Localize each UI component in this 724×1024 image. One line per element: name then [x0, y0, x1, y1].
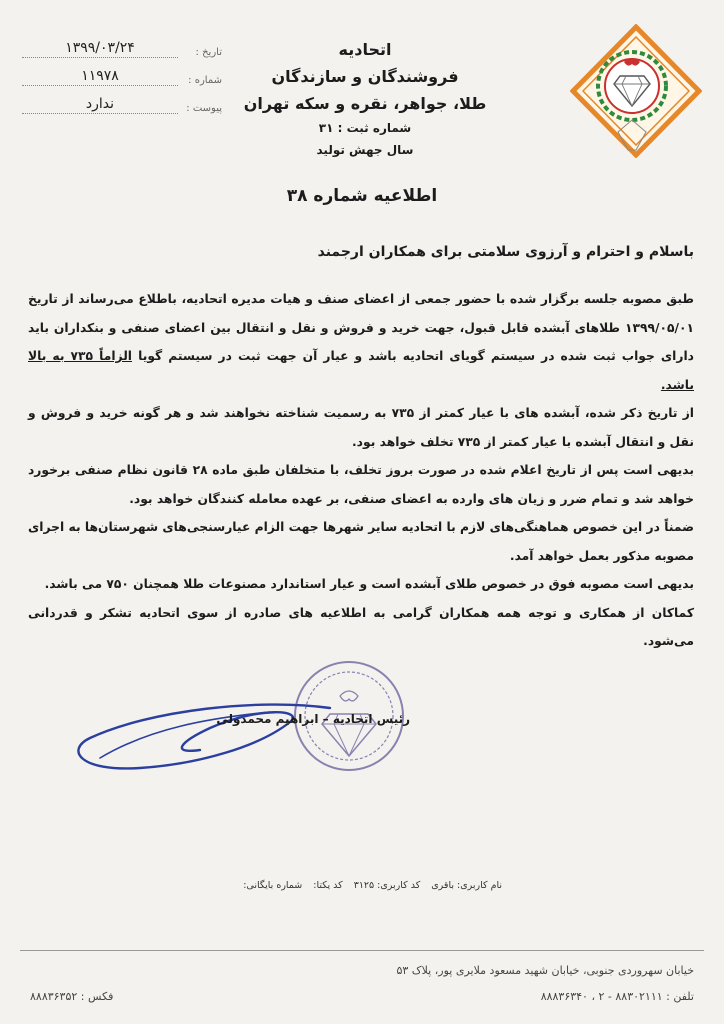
salutation: باسلام و احترام و آرزوی سلامتی برای همکاران ارجمند	[317, 244, 694, 260]
user-code: کد کاربری: ۳۱۲۵	[353, 880, 421, 891]
paragraph-4: ضمناً در این خصوص هماهنگی‌های لازم با اتحادیه سایر شهرها جهت الزام عیارسنجی‌های شهرستان‌ها به اجرای مصوبه مذکور بعمل خواهد آمد.	[28, 520, 694, 563]
handwritten-signature	[60, 688, 340, 778]
number-label: شماره :	[188, 75, 222, 86]
footer-address: خیابان سهروردی جنوبی، خیابان شهید مسعود ملایری پور، پلاک ۵۳	[396, 964, 694, 977]
username: نام کاربری: باقری	[431, 880, 502, 891]
archive-number: شماره بایگانی:	[243, 880, 303, 891]
notice-title: اطلاعیه شماره ۳۸	[286, 186, 438, 206]
org-header	[200, 36, 530, 161]
union-logo	[570, 24, 702, 158]
attachment-row	[22, 86, 222, 114]
footer-phones: تلفن : ۸۸۳۰۲۱۱۱ - ۲ ، ۸۸۸۳۶۳۴۰	[540, 990, 694, 1003]
date-label: تاریخ :	[195, 47, 222, 58]
registration-number: شماره ثبت : ۳۱	[318, 121, 412, 135]
paragraph-1-main: طبق مصوبه جلسه برگزار شده با حضور جمعی از اعضای صنف و هیات مدیره اتحادیه، باطلاع می‌رساند از تاریخ ۱۳۹۹/۰۵/۰۱ طلاهای آبشده قابل قبول، جهت خرید و فروش و نقل و انتقال بین اعضای صنفی و بنکداران باید دارای جواب ثبت شده در سیستم گویای اتحادیه باشد و عیار آن جهت ثبت در سیستم گویا	[28, 292, 694, 363]
org-line-3: طلا، جواهر، نقره و سکه تهران	[243, 94, 487, 113]
letter-meta	[22, 30, 222, 114]
footer-fax: فکس : ۸۸۸۳۶۳۵۲	[30, 990, 114, 1003]
date-row	[22, 30, 222, 58]
attachment-label: پیوست :	[186, 103, 222, 114]
signer-name: رئیس اتحادیه – ابراهیم محمدولی	[216, 712, 410, 726]
paragraph-1	[28, 285, 694, 399]
number-row	[22, 58, 222, 86]
org-line-1: اتحادیه	[338, 40, 392, 59]
paragraph-1-emphasis: الزاماً ۷۳۵ به بالا باشد.	[28, 349, 694, 392]
paragraph-2: از تاریخ ذکر شده، آبشده های با عیار کمتر از ۷۳۵ به رسمیت شناخته نخواهند شد و هر گونه خرید و فروش و نقل و انتقال آبشده با عیار کمتر از ۷۳۵ تخلف خواهد بود.	[28, 406, 694, 449]
year-motto: سال جهش تولید	[316, 143, 414, 157]
attachment-value: ندارد	[22, 96, 178, 114]
user-info	[222, 880, 502, 891]
unique-code: کد یکتا:	[313, 880, 343, 891]
org-line-2: فروشندگان و سازندگان	[271, 67, 459, 86]
paragraph-5: بدیهی است مصوبه فوق در خصوص طلای آبشده است و عیار استاندارد مصنوعات طلا همچنان ۷۵۰ می باشد.	[44, 577, 694, 591]
number-value: ۱۱۹۷۸	[22, 68, 178, 86]
letter-body	[28, 285, 694, 656]
letter-footer	[20, 950, 704, 1003]
date-value: ۱۳۹۹/۰۳/۲۴	[22, 40, 178, 58]
paragraph-3: بدیهی است پس از تاریخ اعلام شده در صورت بروز تخلف، با متخلفان طبق ماده ۲۸ قانون نظام صنفی برخورد خواهد شد و تمام ضرر و زیان های وارده به اعضای صنفی، بر عهده معامله کنندگان خواهد بود.	[28, 463, 695, 506]
paragraph-6: کماکان از همکاری و توجه همه همکاران گرامی به اطلاعیه های صادره از سوی اتحادیه تشکر و قدردانی می‌شود.	[28, 605, 694, 648]
